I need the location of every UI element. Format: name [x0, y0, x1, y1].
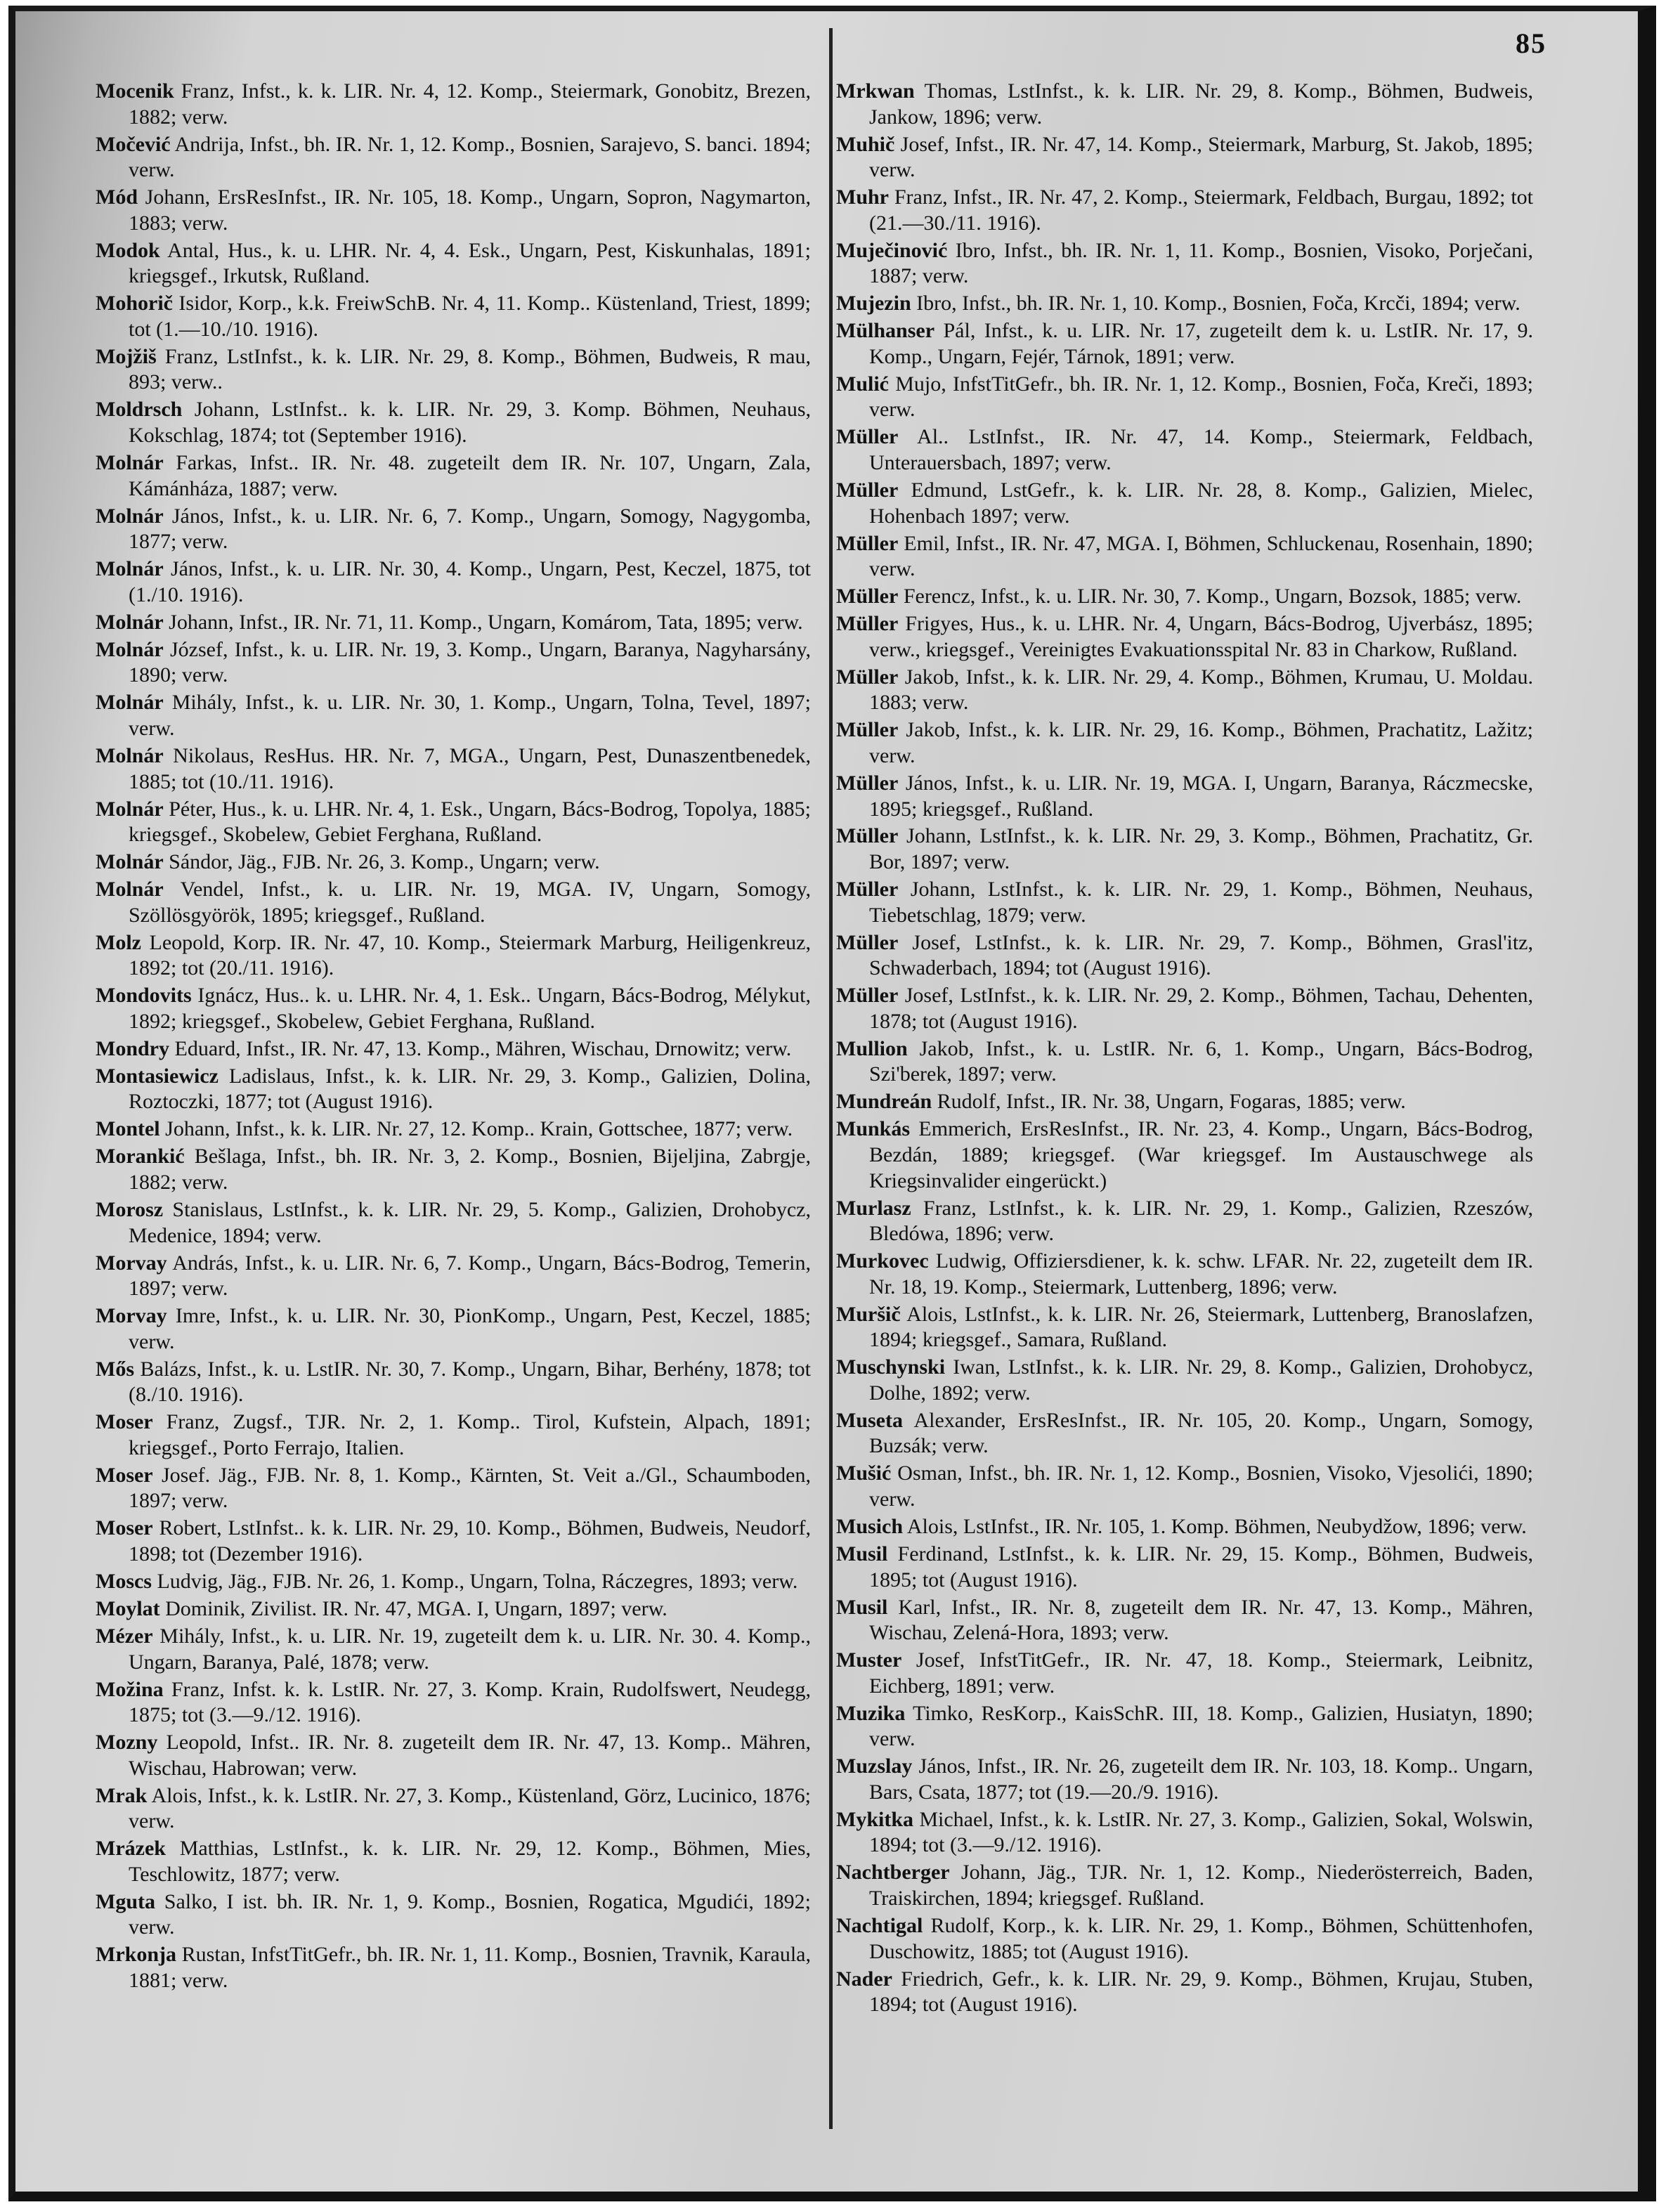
list-item: [96, 1836, 811, 1887]
entry-details: Matthias, LstInfst., k. k. LIR. Nr. 29, 12. Komp., Böhmen, Mies, Teschlowitz, 1877; verw.: [129, 1837, 811, 1886]
left-column: [96, 79, 811, 1996]
entry-surname: Mojžiš: [96, 344, 157, 368]
list-item: [836, 185, 1533, 236]
entry-surname: Molz: [96, 930, 141, 954]
entry-surname: Muzika: [836, 1701, 906, 1725]
list-item: [96, 1410, 811, 1461]
list-item: [836, 291, 1533, 317]
entry-details: Michael, Infst., k. k. LstIR. Nr. 27, 3. Komp., Galizien, Sokal, Wolswin, 1894; tot (3.—9./12. 1916).: [869, 1807, 1533, 1857]
entry-details: Sándor, Jäg., FJB. Nr. 26, 3. Komp., Ungarn; verw.: [163, 850, 600, 874]
entry-surname: Mozny: [96, 1731, 158, 1754]
entry-details: Frigyes, Hus., k. u. LHR. Nr. 4, Ungarn, Bács-Bodrog, Ujverbász, 1895; verw., kriegsgef., Vereinigtes Evakuationsspital Nr. 83 in Charkow, Rußland.: [869, 612, 1533, 661]
list-item: [96, 1303, 811, 1355]
entry-surname: Molnár: [96, 557, 164, 581]
entry-details: Vendel, Infst., k. u. LIR. Nr. 19, MGA. IV, Ungarn, Somogy, Szöllösgyörök, 1895; kriegsgef., Rußland.: [129, 878, 811, 927]
list-item: [96, 797, 811, 848]
entry-surname: Montasiewicz: [96, 1064, 219, 1088]
entry-details: Franz, Infst., IR. Nr. 47, 2. Komp., Steiermark, Feldbach, Burgau, 1892; tot (21.—30./11. 1916).: [869, 185, 1533, 235]
list-item: [96, 1036, 811, 1062]
entry-details: Bešlaga, Infst., bh. IR. Nr. 3, 2. Komp., Bosnien, Bijeljina, Zabrgje, 1882; verw.: [129, 1145, 811, 1194]
entry-surname: Morvay: [96, 1251, 167, 1275]
list-item: [836, 478, 1533, 529]
entry-details: János, Infst., k. u. LIR. Nr. 6, 7. Komp., Ungarn, Somogy, Nagygomba, 1877; verw.: [129, 504, 811, 554]
entry-surname: Morvay: [96, 1304, 167, 1328]
entry-details: Emmerich, ErsResInfst., IR. Nr. 23, 4. Komp., Ungarn, Bács-Bodrog, Bezdán, 1889; kriegsgef. (War kriegsgef. Im Austauschwege als Kriegsinvalider eingerückt.): [869, 1117, 1533, 1192]
entry-surname: Moser: [96, 1463, 153, 1487]
entry-surname: Muhič: [836, 132, 895, 156]
entry-surname: Müller: [836, 531, 899, 555]
list-item: [96, 397, 811, 448]
entry-surname: Morosz: [96, 1197, 164, 1221]
entry-surname: Mocenik: [96, 79, 174, 103]
entry-surname: Molnár: [96, 797, 164, 821]
entry-surname: Nachtberger: [836, 1861, 950, 1884]
list-item: [836, 1542, 1533, 1593]
entry-details: Imre, Infst., k. u. LIR. Nr. 30, PionKomp., Ungarn, Pest, Keczel, 1885; verw.: [129, 1304, 811, 1353]
list-item: [836, 1807, 1533, 1858]
entry-details: Iwan, LstInfst., k. k. LIR. Nr. 29, 8. Komp., Galizien, Drohobycz, Dolhe, 1892; verw.: [869, 1355, 1533, 1405]
list-item: [836, 665, 1533, 716]
list-item: [96, 610, 811, 636]
entry-surname: Müller: [836, 425, 899, 449]
entry-details: Mihály, Infst., k. u. LIR. Nr. 19, zugeteilt dem k. u. LIR. Nr. 30. 4. Komp., Ungarn, Baranya, Palé, 1878; verw.: [129, 1624, 811, 1674]
entry-details: Ladislaus, Infst., k. k. LIR. Nr. 29, 3. Komp., Galizien, Dolina, Roztoczki, 1877; tot (August 1916).: [129, 1064, 811, 1114]
entry-surname: Modok: [96, 238, 160, 262]
entry-details: János, Infst., IR. Nr. 26, zugeteilt dem IR. Nr. 103, 18. Komp.. Ungarn, Bars, Csata, 1877; tot (19.—20./9. 1916).: [869, 1754, 1533, 1804]
entry-details: Leopold, Korp. IR. Nr. 47, 10. Komp., Steiermark Marburg, Heiligenkreuz, 1892; tot (20./11. 1916).: [129, 930, 811, 980]
entry-details: Josef, Infst., IR. Nr. 47, 14. Komp., Steiermark, Marburg, St. Jakob, 1895; verw.: [869, 132, 1533, 182]
list-item: [836, 238, 1533, 289]
entry-surname: Mős: [96, 1357, 134, 1381]
entry-surname: Nader: [836, 1967, 892, 1991]
entry-surname: Müller: [836, 984, 899, 1008]
entry-surname: Muršič: [836, 1302, 901, 1326]
entry-surname: Montel: [96, 1117, 160, 1141]
list-item: [96, 450, 811, 502]
entry-details: Pál, Infst., k. u. LIR. Nr. 17, zugeteilt dem k. u. LstIR. Nr. 17, 9. Komp., Ungarn, Fejér, Tárnok, 1891; verw.: [869, 319, 1533, 368]
entry-surname: Mykitka: [836, 1807, 914, 1831]
list-item: [96, 1197, 811, 1249]
list-item: [96, 185, 811, 236]
list-item: [836, 1355, 1533, 1406]
entry-surname: Molnár: [96, 504, 164, 528]
list-item: [96, 690, 811, 741]
entry-details: Andrija, Infst., bh. IR. Nr. 1, 12. Komp., Bosnien, Sarajevo, S. banci. 1894; verw.: [129, 132, 811, 182]
list-item: [836, 424, 1533, 476]
list-item: [836, 877, 1533, 928]
entry-surname: Muschynski: [836, 1355, 946, 1379]
list-item: [836, 372, 1533, 423]
entry-details: Isidor, Korp., k.k. FreiwSchB. Nr. 4, 11. Komp.. Küstenland, Triest, 1899; tot (1.—10./10. 1916).: [129, 292, 811, 341]
entry-details: Franz, LstInfst., k. k. LIR. Nr. 29, 1. Komp., Galizien, Rzeszów, Bledówa, 1896; verw.: [869, 1196, 1533, 1246]
entry-surname: Molnár: [96, 451, 164, 475]
entry-details: Rustan, InfstTitGefr., bh. IR. Nr. 1, 11. Komp., Bosnien, Travnik, Karaula, 1881; verw.: [129, 1943, 811, 1992]
list-item: [836, 1249, 1533, 1300]
entry-details: Leopold, Infst.. IR. Nr. 8. zugeteilt dem IR. Nr. 47, 13. Komp.. Mähren, Wischau, Habrowan; verw.: [129, 1731, 811, 1780]
entry-details: Johann, LstInfst.. k. k. LIR. Nr. 29, 3. Komp. Böhmen, Neuhaus, Kokschlag, 1874; tot (September 1916).: [129, 398, 811, 448]
list-item: [836, 1701, 1533, 1752]
entry-details: Ibro, Infst., bh. IR. Nr. 1, 10. Komp., Bosnien, Foča, Krcči, 1894; verw.: [911, 292, 1521, 315]
entry-surname: Müller: [836, 771, 899, 795]
list-item: [836, 1860, 1533, 1911]
entry-details: Jakob, Infst., k. u. LstIR. Nr. 6, 1. Komp., Ungarn, Bács-Bodrog, Szi'berek, 1897; verw.: [869, 1036, 1533, 1086]
entry-surname: Molnár: [96, 691, 164, 715]
list-item: [836, 983, 1533, 1034]
list-item: [836, 79, 1533, 130]
list-item: [836, 930, 1533, 982]
entry-surname: Mrkwan: [836, 79, 915, 103]
entry-surname: Museta: [836, 1408, 903, 1432]
list-item: [836, 531, 1533, 582]
entry-surname: Müller: [836, 585, 899, 608]
list-item: [836, 318, 1533, 370]
list-item: [836, 1302, 1533, 1353]
column-divider: [829, 28, 833, 2129]
list-item: [836, 1408, 1533, 1459]
list-item: [96, 504, 811, 555]
list-item: [836, 1461, 1533, 1512]
list-item: [96, 1569, 811, 1595]
entry-details: Josef, LstInfst., k. k. LIR. Nr. 29, 7. Komp., Böhmen, Grasl'itz, Schwaderbach, 1894; tot (August 1916).: [869, 930, 1533, 980]
entry-details: Franz, LstInfst., k. k. LIR. Nr. 29, 8. Komp., Böhmen, Budweis, R mau, 893; verw..: [129, 344, 811, 394]
list-item: [836, 132, 1533, 183]
entry-details: Rudolf, Korp., k. k. LIR. Nr. 29, 1. Komp., Böhmen, Schüttenhofen, Duschowitz, 1885; tot (August 1916).: [869, 1914, 1533, 1963]
entry-surname: Muječinović: [836, 238, 948, 262]
entry-details: János, Infst., k. u. LIR. Nr. 30, 4. Komp., Ungarn, Pest, Keczel, 1875, tot (1./10. 1916).: [129, 557, 811, 606]
list-item: [836, 584, 1533, 610]
entry-details: Ibro, Infst., bh. IR. Nr. 1, 11. Komp., Bosnien, Visoko, Porječani, 1887; verw.: [869, 238, 1533, 288]
list-item: [96, 1889, 811, 1941]
right-column: [836, 79, 1533, 2019]
list-item: [96, 1116, 811, 1142]
entry-details: József, Infst., k. u. LIR. Nr. 19, 3. Komp., Ungarn, Baranya, Nagyharsány, 1890; verw.: [129, 637, 811, 687]
list-item: [836, 1913, 1533, 1965]
entry-surname: Mujezin: [836, 292, 911, 315]
entry-surname: Musil: [836, 1595, 888, 1619]
entry-details: Farkas, Infst.. IR. Nr. 48. zugeteilt dem IR. Nr. 107, Ungarn, Zala, Kámánháza, 1887; verw.: [129, 451, 811, 500]
entry-details: Josef, LstInfst., k. k. LIR. Nr. 29, 2. Komp., Böhmen, Tachau, Dehenten, 1878; tot (August 1916).: [869, 984, 1533, 1033]
entry-details: Johann, Infst., IR. Nr. 71, 11. Komp., Ungarn, Komárom, Tata, 1895; verw.: [163, 610, 803, 634]
list-item: [96, 849, 811, 875]
entry-surname: Mušić: [836, 1461, 892, 1485]
entry-surname: Müller: [836, 612, 899, 636]
entry-surname: Mondovits: [96, 984, 192, 1008]
entry-details: Franz, Infst., k. k. LIR. Nr. 4, 12. Komp., Steiermark, Gonobitz, Brezen, 1882; verw.: [129, 79, 811, 129]
list-item: [836, 1036, 1533, 1088]
entry-surname: Müller: [836, 878, 899, 901]
entry-surname: Müller: [836, 478, 899, 502]
list-item: [96, 1942, 811, 1993]
list-item: [96, 132, 811, 183]
entry-details: Antal, Hus., k. u. LHR. Nr. 4, 4. Esk., Ungarn, Pest, Kiskunhalas, 1891; kriegsgef., Irkutsk, Rußland.: [129, 238, 811, 288]
entry-details: Friedrich, Gefr., k. k. LIR. Nr. 29, 9. Komp., Böhmen, Krujau, Stuben, 1894; tot (August 1916).: [869, 1967, 1533, 2017]
list-item: [96, 1251, 811, 1302]
entry-surname: Musich: [836, 1515, 904, 1538]
entry-details: Ignácz, Hus.. k. u. LHR. Nr. 4, 1. Esk.. Ungarn, Bács-Bodrog, Mélykut, 1892; kriegsgef., Skobelew, Gebiet Ferghana, Rußland.: [129, 984, 811, 1033]
entry-details: Alexander, ErsResInfst., IR. Nr. 105, 20. Komp., Ungarn, Somogy, Buzsák; verw.: [869, 1408, 1533, 1458]
entry-details: Ludvig, Jäg., FJB. Nr. 26, 1. Komp., Ungarn, Tolna, Ráczegres, 1893; verw.: [151, 1569, 798, 1593]
entry-details: Nikolaus, ResHus. HR. Nr. 7, MGA., Ungarn, Pest, Dunaszentbenedek, 1885; tot (10./11. 1916).: [129, 743, 811, 793]
entry-surname: Moser: [96, 1516, 153, 1540]
entry-surname: Nachtigal: [836, 1914, 923, 1938]
entry-details: Josef. Jäg., FJB. Nr. 8, 1. Komp., Kärnten, St. Veit a./Gl., Schaumboden, 1897; verw.: [129, 1463, 811, 1513]
list-item: [96, 1064, 811, 1115]
entry-details: András, Infst., k. u. LIR. Nr. 6, 7. Komp., Ungarn, Bács-Bodrog, Temerin, 1897; verw.: [129, 1251, 811, 1301]
entry-surname: Mrkonja: [96, 1943, 176, 1967]
entry-details: Josef, InfstTitGefr., IR. Nr. 47, 18. Komp., Steiermark, Leibnitz, Eichberg, 1891; verw.: [869, 1648, 1533, 1698]
entry-surname: Moscs: [96, 1569, 152, 1593]
entry-surname: Murlasz: [836, 1196, 911, 1220]
list-item: [836, 771, 1533, 822]
list-item: [96, 556, 811, 608]
list-item: [836, 1196, 1533, 1247]
list-item: [96, 637, 811, 689]
entry-surname: Mohorič: [96, 292, 173, 315]
entry-details: Salko, I ist. bh. IR. Nr. 1, 9. Komp., Bosnien, Rogatica, Mgudići, 1892; verw.: [129, 1889, 811, 1939]
entry-surname: Molnár: [96, 610, 164, 634]
entry-details: Dominik, Zivilist. IR. Nr. 47, MGA. I, Ungarn, 1897; verw.: [159, 1596, 668, 1620]
entry-details: Johann, LstInfst., k. k. LIR. Nr. 29, 1. Komp., Böhmen, Neuhaus, Tiebetschlag, 1879; verw.: [869, 878, 1533, 927]
list-item: [96, 1516, 811, 1567]
entry-surname: Možina: [96, 1677, 164, 1701]
entry-details: Alois, LstInfst., IR. Nr. 105, 1. Komp. Böhmen, Neubydžow, 1896; verw.: [903, 1515, 1527, 1538]
entry-surname: Mguta: [96, 1889, 155, 1913]
list-item: [836, 1967, 1533, 2018]
entry-details: Alois, LstInfst., k. k. LIR. Nr. 26, Steiermark, Luttenberg, Branoslafzen, 1894; kriegsgef., Samara, Rußland.: [869, 1302, 1533, 1352]
entry-details: Johann, LstInfst., k. k. LIR. Nr. 29, 3. Komp., Böhmen, Prachatitz, Gr. Bor, 1897; verw.: [869, 824, 1533, 874]
entry-surname: Mód: [96, 185, 138, 209]
entry-surname: Morankić: [96, 1145, 185, 1168]
entry-details: Timko, ResKorp., KaisSchR. III, 18. Komp., Galizien, Husiatyn, 1890; verw.: [869, 1701, 1533, 1751]
entry-surname: Molnár: [96, 850, 164, 874]
entry-details: Ferdinand, LstInfst., k. k. LIR. Nr. 29, 15. Komp., Böhmen, Budweis, 1895; tot (August 1916).: [869, 1542, 1533, 1591]
list-item: [96, 1144, 811, 1195]
entry-details: Emil, Infst., IR. Nr. 47, MGA. I, Böhmen, Schluckenau, Rosenhain, 1890; verw.: [869, 531, 1533, 581]
entry-surname: Molnár: [96, 743, 164, 767]
entry-details: Ferencz, Infst., k. u. LIR. Nr. 30, 7. Komp., Ungarn, Bozsok, 1885; verw.: [898, 585, 1522, 608]
entry-details: Franz, Infst. k. k. LstIR. Nr. 27, 3. Komp. Krain, Rudolfswert, Neudegg, 1875; tot (3.—9./12. 1916).: [129, 1677, 811, 1727]
entry-surname: Mülhanser: [836, 319, 935, 343]
entry-details: Thomas, LstInfst., k. k. LIR. Nr. 29, 8. Komp., Böhmen, Budweis, Jankow, 1896; verw.: [869, 79, 1533, 129]
entry-surname: Munkás: [836, 1117, 911, 1141]
list-item: [836, 1514, 1533, 1540]
entry-surname: Musil: [836, 1542, 888, 1565]
list-item: [96, 238, 811, 289]
entry-details: Jakob, Infst., k. k. LIR. Nr. 29, 16. Komp., Böhmen, Prachatitz, Lažitz; verw.: [869, 718, 1533, 767]
list-item: [836, 1595, 1533, 1646]
list-item: [836, 1116, 1533, 1194]
entry-details: Jakob, Infst., k. k. LIR. Nr. 29, 4. Komp., Böhmen, Krumau, U. Moldau. 1883; verw.: [869, 665, 1533, 715]
entry-surname: Mundreán: [836, 1090, 932, 1114]
entry-surname: Molnár: [96, 637, 164, 661]
page-number: 85: [1516, 27, 1546, 59]
entry-details: Mihály, Infst., k. u. LIR. Nr. 30, 1. Komp., Ungarn, Tolna, Tevel, 1897; verw.: [129, 691, 811, 740]
list-item: [836, 823, 1533, 875]
entry-details: János, Infst., k. u. LIR. Nr. 19, MGA. I, Ungarn, Baranya, Ráczmecske, 1895; kriegsgef., Rußland.: [869, 771, 1533, 821]
entry-details: Franz, Zugsf., TJR. Nr. 2, 1. Komp.. Tirol, Kufstein, Alpach, 1891; kriegsgef., Porto Ferrajo, Italien.: [129, 1410, 811, 1459]
entry-details: Johann, Jäg., TJR. Nr. 1, 12. Komp., Niederösterreich, Baden, Traiskirchen, 1894; kriegsgef. Rußland.: [869, 1861, 1533, 1910]
entry-details: Ludwig, Offiziersdiener, k. k. schw. LFAR. Nr. 22, zugeteilt dem IR. Nr. 18, 19. Komp., Steiermark, Luttenberg, 1896; verw.: [869, 1249, 1533, 1298]
entry-details: Al.. LstInfst., IR. Nr. 47, 14. Komp., Steiermark, Feldbach, Unterauersbach, 1897; verw.: [869, 425, 1533, 475]
list-item: [96, 877, 811, 928]
entry-surname: Muster: [836, 1648, 902, 1672]
entry-details: Karl, Infst., IR. Nr. 8, zugeteilt dem IR. Nr. 47, 13. Komp., Mähren, Wischau, Zelená-Hora, 1893; verw.: [869, 1595, 1533, 1645]
entry-details: Stanislaus, LstInfst., k. k. LIR. Nr. 29, 5. Komp., Galizien, Drohobycz, Medenice, 1894; verw.: [129, 1197, 811, 1247]
entry-details: Alois, Infst., k. k. LstIR. Nr. 27, 3. Komp., Küstenland, Görz, Lucinico, 1876; verw.: [129, 1783, 811, 1833]
list-item: [96, 743, 811, 795]
list-item: [836, 1089, 1533, 1115]
entry-details: Péter, Hus., k. u. LHR. Nr. 4, 1. Esk., Ungarn, Bács-Bodrog, Topolya, 1885; kriegsgef., Skobelew, Gebiet Ferghana, Rußland.: [129, 797, 811, 847]
list-item: [836, 1754, 1533, 1805]
entry-details: Rudolf, Infst., IR. Nr. 38, Ungarn, Fogaras, 1885; verw.: [932, 1090, 1406, 1114]
entry-details: Balázs, Infst., k. u. LstIR. Nr. 30, 7. Komp., Ungarn, Bihar, Berhény, 1878; tot (8./10. 1916).: [129, 1357, 811, 1407]
entry-details: Robert, LstInfst.. k. k. LIR. Nr. 29, 10. Komp., Böhmen, Budweis, Neudorf, 1898; tot (Dezember 1916).: [129, 1516, 811, 1565]
entry-surname: Moldrsch: [96, 398, 183, 422]
entry-surname: Mrázek: [96, 1837, 166, 1861]
list-item: [96, 1783, 811, 1835]
entry-surname: Moser: [96, 1410, 153, 1434]
entry-surname: Mrak: [96, 1783, 148, 1807]
list-item: [96, 1624, 811, 1675]
entry-details: Johann, ErsResInfst., IR. Nr. 105, 18. Komp., Ungarn, Sopron, Nagymarton, 1883; verw.: [129, 185, 811, 235]
list-item: [96, 79, 811, 130]
list-item: [96, 1677, 811, 1729]
list-item: [96, 1357, 811, 1408]
list-item: [96, 983, 811, 1034]
entry-surname: Müller: [836, 665, 899, 689]
entry-surname: Muhr: [836, 185, 889, 209]
list-item: [836, 611, 1533, 663]
list-item: [836, 717, 1533, 769]
entry-details: Johann, Infst., k. k. LIR. Nr. 27, 12. Komp.. Krain, Gottschee, 1877; verw.: [159, 1117, 793, 1141]
entry-surname: Moylat: [96, 1596, 160, 1620]
entry-surname: Mullion: [836, 1036, 908, 1060]
entry-surname: Mondry: [96, 1036, 169, 1060]
list-item: [836, 1648, 1533, 1699]
list-item: [96, 930, 811, 982]
entry-surname: Müller: [836, 824, 899, 848]
list-item: [96, 291, 811, 342]
entry-surname: Mézer: [96, 1624, 153, 1648]
list-item: [96, 1596, 811, 1622]
entry-surname: Mulić: [836, 372, 889, 396]
entry-surname: Močević: [96, 132, 171, 156]
entry-surname: Müller: [836, 718, 899, 742]
entry-details: Eduard, Infst., IR. Nr. 47, 13. Komp., Mähren, Wischau, Drnowitz; verw.: [169, 1036, 792, 1060]
list-item: [96, 1463, 811, 1514]
entry-details: Osman, Infst., bh. IR. Nr. 1, 12. Komp., Bosnien, Visoko, Vjesolići, 1890; verw.: [869, 1461, 1533, 1511]
list-item: [96, 344, 811, 396]
entry-details: Mujo, InfstTitGefr., bh. IR. Nr. 1, 12. Komp., Bosnien, Foča, Kreči, 1893; verw.: [869, 372, 1533, 422]
entry-surname: Molnár: [96, 878, 164, 901]
entry-surname: Müller: [836, 930, 899, 954]
entry-surname: Murkovec: [836, 1249, 929, 1273]
entry-surname: Muzslay: [836, 1754, 913, 1778]
list-item: [96, 1730, 811, 1781]
entry-details: Edmund, LstGefr., k. k. LIR. Nr. 28, 8. Komp., Galizien, Mielec, Hohenbach 1897; verw.: [869, 478, 1533, 528]
